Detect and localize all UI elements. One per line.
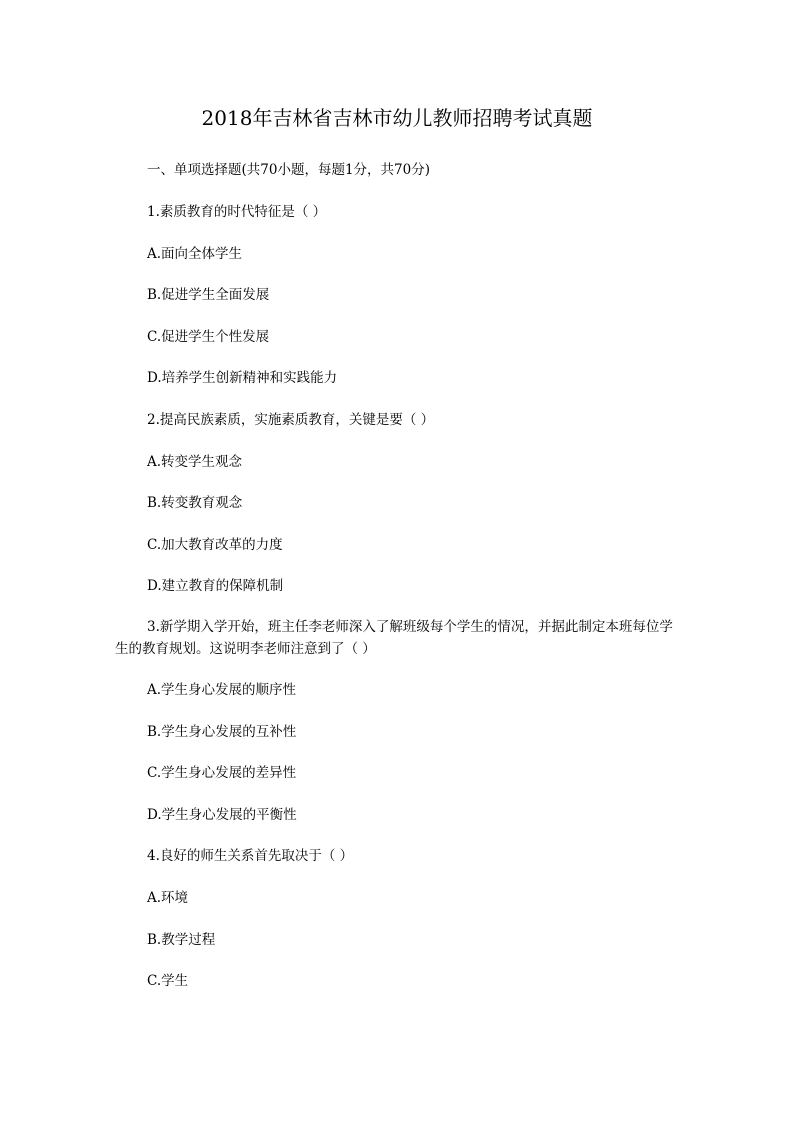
question-3-option-c: C.学生身心发展的差异性	[147, 765, 297, 781]
question-2-option-a: A.转变学生观念	[147, 454, 243, 470]
question-3-option-a: A.学生身心发展的顺序性	[147, 682, 297, 698]
question-2-option-d: D.建立教育的保障机制	[147, 578, 284, 594]
question-1-option-d: D.培养学生创新精神和实践能力	[147, 370, 338, 386]
section-heading: 一、单项选择题(共70小题，每题1分，共70分)	[147, 162, 430, 178]
question-3-stem: 3.新学期入学开始，班主任李老师深入了解班级每个学生的情况，并据此制定本班每位学生的教育规划。这说明李老师注意到了（ ）	[115, 619, 673, 657]
question-4-option-c: C.学生	[147, 973, 189, 989]
question-1-option-a: A.面向全体学生	[147, 246, 243, 262]
question-4-option-a: A.环境	[147, 890, 189, 906]
question-2-option-c: C.加大教育改革的力度	[147, 537, 283, 553]
question-1-option-b: B.促进学生全面发展	[147, 287, 270, 303]
question-4-option-b: B.教学过程	[147, 932, 216, 948]
question-4-stem: 4.良好的师生关系首先取决于（ ）	[147, 848, 354, 864]
question-3-option-d: D.学生身心发展的平衡性	[147, 807, 297, 823]
question-3-option-b: B.学生身心发展的互补性	[147, 724, 297, 740]
question-1-stem: 1.素质教育的时代特征是（ ）	[147, 204, 327, 220]
page-title: 2018年吉林省吉林市幼儿教师招聘考试真题	[201, 106, 593, 130]
question-1-option-c: C.促进学生个性发展	[147, 329, 270, 345]
question-2-option-b: B.转变教育观念	[147, 495, 243, 511]
question-2-stem: 2.提高民族素质，实施素质教育，关键是要（ ）	[147, 412, 435, 428]
